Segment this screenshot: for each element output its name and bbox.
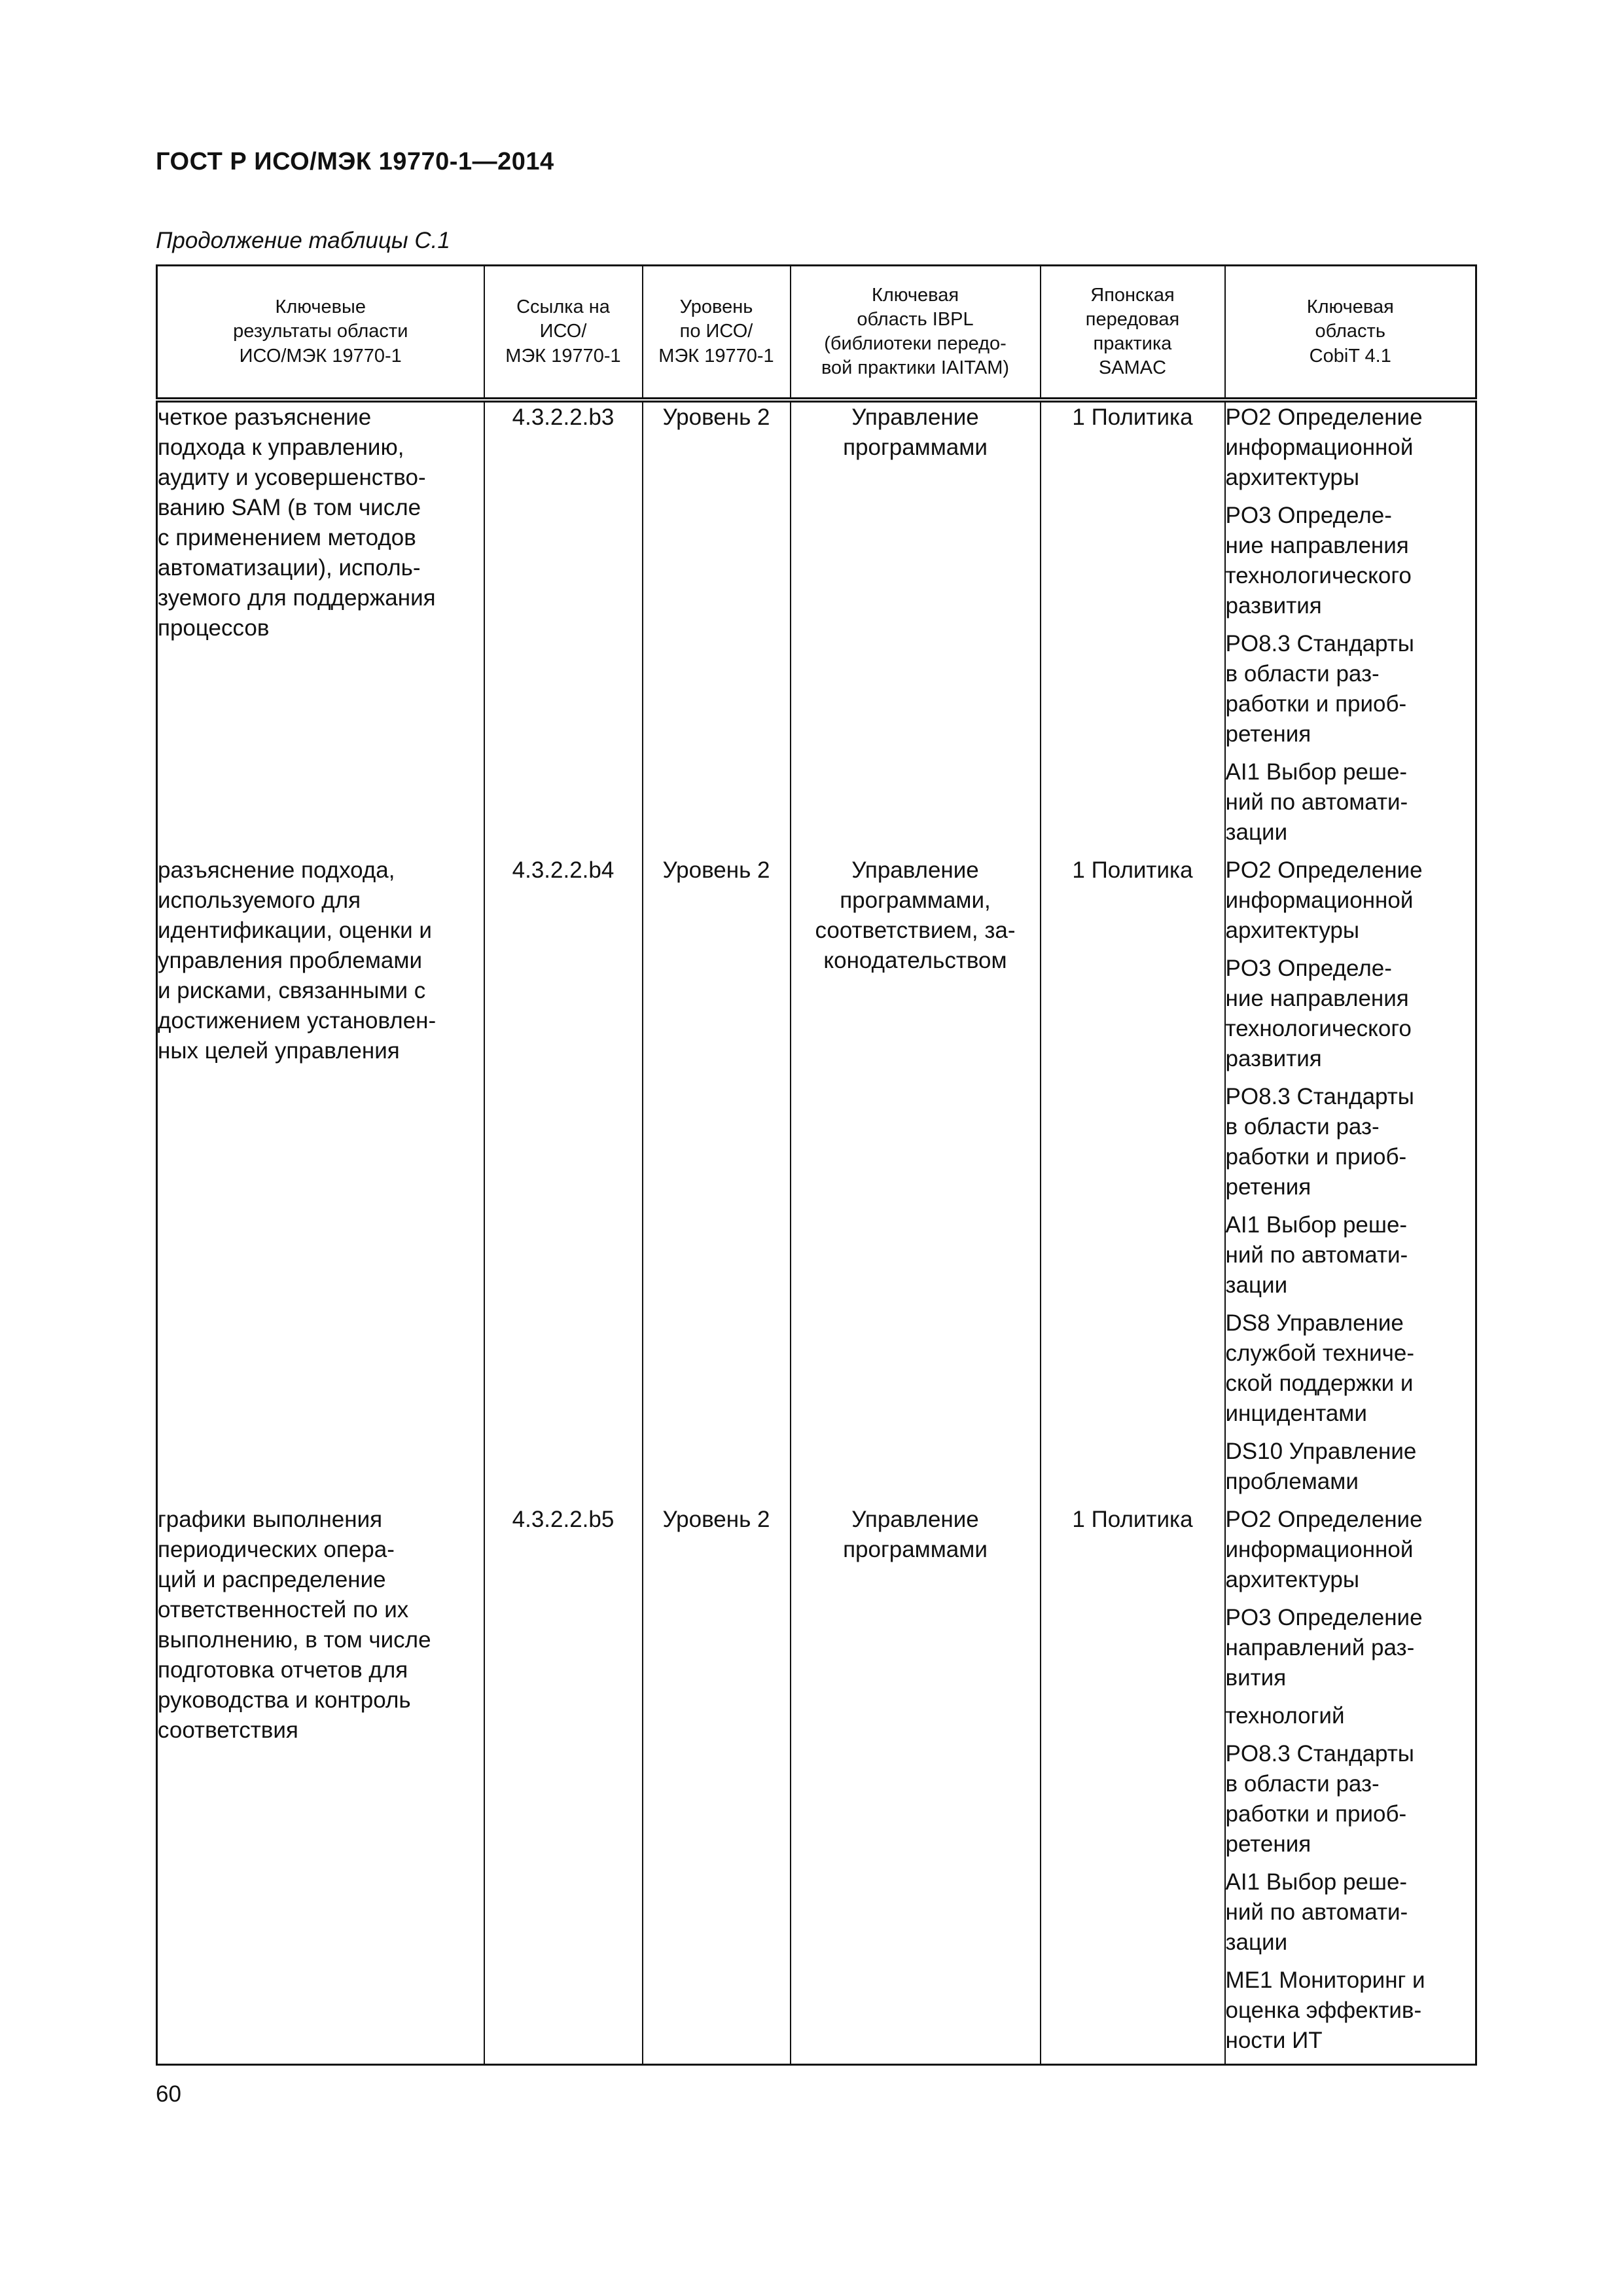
cobit-item-line: развития: [1225, 1046, 1322, 1071]
cobit-item-line: ний по автомати-: [1225, 1899, 1408, 1925]
level-cell: Уровень 2: [643, 855, 791, 1505]
level-cell: Уровень 2: [643, 1505, 791, 2065]
cobit-item: [1226, 855, 1476, 946]
cobit-item-line: зации: [1225, 819, 1288, 845]
cobit-item-line: AI1 Выбор реше-: [1225, 759, 1408, 785]
column-header: [643, 266, 791, 401]
cobit-item-line: архитектуры: [1225, 918, 1360, 943]
reference-cell: 4.3.2.2.b4: [484, 855, 643, 1505]
column-header-line: Ссылка на: [516, 296, 610, 318]
key-result-line: руководства и контроль: [158, 1687, 411, 1713]
cobit-item-line: PO2 Определение: [1225, 1507, 1423, 1532]
cobit-item-line: архитектуры: [1225, 465, 1360, 490]
page-number: 60: [156, 2081, 181, 2107]
column-header: [484, 266, 643, 401]
key-result-line: ответственностей по их: [158, 1597, 409, 1623]
cobit-item-line: технологического: [1225, 1016, 1412, 1041]
key-result-line: используемого для: [158, 888, 361, 913]
cobit-item: [1226, 1965, 1476, 2056]
document-header: ГОСТ Р ИСО/МЭК 19770-1—2014: [156, 148, 554, 175]
key-result-line: выполнению, в том числе: [158, 1627, 431, 1653]
cobit-item-line: AI1 Выбор реше-: [1225, 1869, 1408, 1895]
cobit-item-line: ности ИТ: [1225, 2028, 1323, 2053]
key-result-line: ных целей управления: [158, 1038, 400, 1064]
key-result-line: ванию SAM (в том числе: [158, 495, 421, 520]
cobit-item-line: DS10 Управление: [1225, 1439, 1417, 1464]
column-header-line: SAMAC: [1098, 357, 1167, 379]
cobit-item: [1226, 1437, 1476, 1497]
cobit-item-line: работки и приоб-: [1225, 691, 1407, 717]
cobit-item-line: PO3 Определе-: [1225, 956, 1392, 981]
ibpl-area-cell: [791, 855, 1041, 1505]
cobit-item-line: информационной: [1225, 435, 1414, 460]
key-result-line: соответствия: [158, 1717, 298, 1743]
cobit-item-line: зации: [1225, 1929, 1288, 1955]
key-result-cell: [157, 400, 484, 855]
cobit-item-line: вития: [1225, 1665, 1287, 1691]
ibpl-area-line: программами: [843, 435, 988, 460]
key-result-line: автоматизации), исполь-: [158, 555, 421, 581]
key-result-cell: [157, 1505, 484, 2065]
cobit-item: [1226, 629, 1476, 749]
cobit-item-line: информационной: [1225, 888, 1414, 913]
cobit-item-line: архитектуры: [1225, 1567, 1360, 1592]
ibpl-area-line: программами,: [840, 888, 991, 913]
cobit-area-cell: [1225, 855, 1476, 1505]
column-header-line: МЭК 19770-1: [505, 345, 621, 367]
column-header: [791, 266, 1041, 401]
cobit-item-line: работки и приоб-: [1225, 1801, 1407, 1827]
column-header: [1225, 266, 1476, 401]
cobit-item-line: AI1 Выбор реше-: [1225, 1212, 1408, 1238]
table-row: [157, 400, 1476, 855]
key-result-line: процессов: [158, 615, 270, 641]
cobit-item: [1226, 1505, 1476, 1595]
key-result-line: подготовка отчетов для: [158, 1657, 408, 1683]
table-row: [157, 1505, 1476, 2065]
cobit-item: [1226, 403, 1476, 493]
ibpl-area-cell: [791, 400, 1041, 855]
cobit-item-line: PO3 Определе-: [1225, 503, 1392, 528]
cobit-item: [1226, 1308, 1476, 1429]
mapping-table: [156, 264, 1477, 2066]
column-header-line: Ключевые: [275, 296, 366, 318]
key-result-line: достижением установлен-: [158, 1008, 437, 1033]
cobit-item: [1226, 1603, 1476, 1693]
cobit-item-line: PO8.3 Стандарты: [1225, 1741, 1414, 1767]
samac-practice-cell: 1 Политика: [1041, 855, 1225, 1505]
cobit-item-line: в области раз-: [1225, 1114, 1380, 1139]
column-header-line: Ключевая: [871, 284, 959, 306]
cobit-item-line: службой техниче-: [1225, 1340, 1414, 1366]
key-result-line: графики выполнения: [158, 1507, 383, 1532]
key-result-line: управления проблемами: [158, 948, 423, 973]
column-header-line: вой практики IAITAM): [821, 357, 1010, 379]
cobit-item: [1226, 1210, 1476, 1300]
cobit-item-line: в области раз-: [1225, 661, 1380, 687]
ibpl-area-cell: [791, 1505, 1041, 2065]
column-header-line: CobiT 4.1: [1309, 345, 1391, 367]
reference-cell: 4.3.2.2.b3: [484, 400, 643, 855]
cobit-item-line: PO2 Определение: [1225, 404, 1423, 430]
ibpl-area-line: программами: [843, 1537, 988, 1562]
cobit-item-line: инцидентами: [1225, 1401, 1367, 1426]
reference-cell: 4.3.2.2.b5: [484, 1505, 643, 2065]
cobit-item-line: ний по автомати-: [1225, 1242, 1408, 1268]
table-body: [157, 400, 1476, 2065]
table-header-row: [157, 266, 1476, 401]
column-header-line: (библиотеки передо-: [824, 333, 1007, 354]
key-result-line: подхода к управлению,: [158, 435, 404, 460]
cobit-item-line: технологий: [1225, 1703, 1345, 1729]
cobit-item-line: информационной: [1225, 1537, 1414, 1562]
cobit-item: [1226, 1739, 1476, 1859]
cobit-item-line: PO2 Определение: [1225, 857, 1423, 883]
column-header-line: Уровень: [679, 296, 753, 318]
key-result-line: ций и распределение: [158, 1567, 386, 1592]
cobit-item-line: зации: [1225, 1272, 1288, 1298]
column-header-line: область: [1315, 321, 1385, 342]
cobit-item-line: ской поддержки и: [1225, 1371, 1414, 1396]
cobit-item-line: ретения: [1225, 721, 1311, 747]
cobit-item-line: ретения: [1225, 1831, 1311, 1857]
cobit-item: [1226, 501, 1476, 621]
column-header-line: ИСО/: [539, 321, 587, 342]
column-header-line: Ключевая: [1306, 296, 1394, 318]
cobit-item-line: направлений раз-: [1225, 1635, 1415, 1660]
key-result-line: четкое разъяснение: [158, 404, 372, 430]
cobit-item-line: ние направления: [1225, 986, 1409, 1011]
ibpl-area-line: соответствием, за-: [815, 918, 1016, 943]
cobit-item-line: оценка эффектив-: [1225, 1998, 1422, 2023]
key-result-line: зуемого для поддержания: [158, 585, 436, 611]
column-header-line: по ИСО/: [679, 321, 753, 342]
column-header-line: ИСО/МЭК 19770-1: [239, 345, 402, 367]
column-header-line: практика: [1093, 333, 1172, 354]
column-header: [1041, 266, 1225, 401]
column-header-line: МЭК 19770-1: [658, 345, 774, 367]
cobit-item: [1226, 1082, 1476, 1202]
cobit-item-line: ME1 Мониторинг и: [1225, 1967, 1425, 1993]
samac-practice-cell: 1 Политика: [1041, 400, 1225, 855]
column-header-line: Японская: [1090, 284, 1175, 306]
table-caption: Продолжение таблицы С.1: [156, 228, 450, 253]
column-header-line: передовая: [1085, 308, 1180, 330]
key-result-line: периодических опера-: [158, 1537, 395, 1562]
ibpl-area-line: Управление: [851, 1507, 979, 1532]
key-result-line: и рисками, связанными с: [158, 978, 426, 1003]
cobit-item-line: работки и приоб-: [1225, 1144, 1407, 1170]
cobit-item: [1226, 1867, 1476, 1958]
cobit-item-line: PO8.3 Стандарты: [1225, 631, 1414, 656]
key-result-line: идентификации, оценки и: [158, 918, 432, 943]
column-header-line: результаты области: [233, 321, 408, 342]
cobit-item-line: развития: [1225, 593, 1322, 619]
cobit-item-line: PO3 Определение: [1225, 1605, 1423, 1630]
samac-practice-cell: 1 Политика: [1041, 1505, 1225, 2065]
column-header: [157, 266, 484, 401]
key-result-cell: [157, 855, 484, 1505]
cobit-item-line: PO8.3 Стандарты: [1225, 1084, 1414, 1109]
cobit-area-cell: [1225, 1505, 1476, 2065]
cobit-area-cell: [1225, 400, 1476, 855]
key-result-line: с применением методов: [158, 525, 416, 550]
cobit-item-line: ний по автомати-: [1225, 789, 1408, 815]
cobit-item-line: ние направления: [1225, 533, 1409, 558]
ibpl-area-line: Управление: [851, 857, 979, 883]
column-header-line: область IBPL: [857, 308, 974, 330]
cobit-item-line: проблемами: [1225, 1469, 1359, 1494]
cobit-item-line: DS8 Управление: [1225, 1310, 1404, 1336]
table-row: [157, 855, 1476, 1505]
cobit-item: [1226, 757, 1476, 848]
cobit-item-line: технологического: [1225, 563, 1412, 588]
cobit-item-line: в области раз-: [1225, 1771, 1380, 1797]
cobit-item: [1226, 1701, 1476, 1731]
key-result-line: аудиту и усовершенство-: [158, 465, 426, 490]
ibpl-area-line: Управление: [851, 404, 979, 430]
cobit-item-line: ретения: [1225, 1174, 1311, 1200]
ibpl-area-line: конодательством: [823, 948, 1007, 973]
level-cell: Уровень 2: [643, 400, 791, 855]
table-container: [156, 264, 1475, 2066]
cobit-item: [1226, 954, 1476, 1074]
key-result-line: разъяснение подхода,: [158, 857, 395, 883]
